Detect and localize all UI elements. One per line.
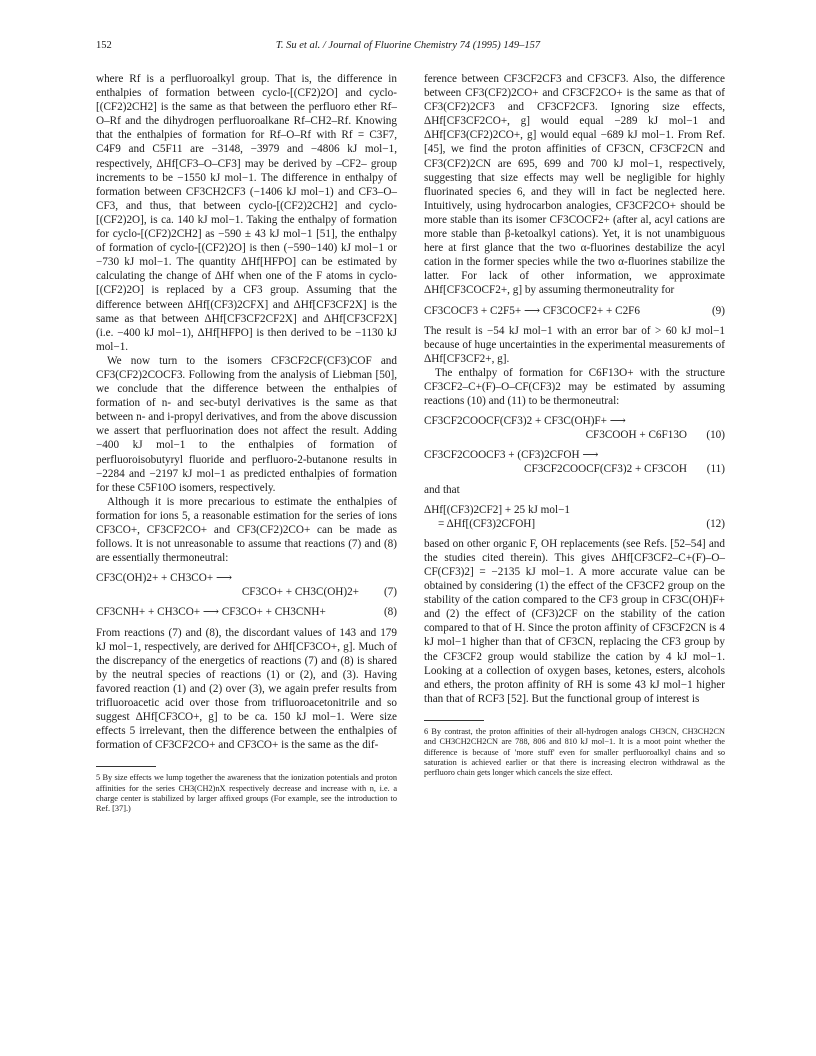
running-title: T. Su et al. / Journal of Fluorine Chemistry 74 (1995) 149–157	[275, 40, 541, 51]
equation-number: (8)	[383, 606, 397, 619]
right-column	[424, 72, 725, 778]
equation-line: CF3CO+ + CH3C(OH)2+	[241, 586, 359, 599]
footnote: 5 By size effects we lump together the awareness that the ionization potentials and proton affinities for the series CH3(CH2)nX respectively decrease and increase with n, i.e. a charge center is stabilized by larger affixed groups (For example, see the introduction to Ref. [37].)	[96, 773, 397, 814]
page-header	[96, 40, 720, 56]
paragraph: based on other organic F, OH replacements (see Refs. [52–54] and the studies cited therein). This gives ΔHf[CF3CF2–C+(F)–O–CF(CF3)2] = −2135 kJ mol−1. A more accurate value can be obtained by considering (1) the effect of the CF3CF2 group on the stability of the cation compared to the CF3 group in CF3C(OH)F+ and (2) the effect of (CF3)2CF on the stability of the cation compared to that of H. Since the proton affinity of CF3CF2CN is 4 kJ mol−1 higher than that of CF3CN, replacing the CF3 group by the CF3CF2 group would stabilize the cation by 4 kJ mol−1. Looking at a collection of oxygen bases, ketones, esters, alcohols and ethers, the proton affinity of RH is some 43 kJ mol−1 higher than that of RCF3 [52]. But the functional group of interest is	[424, 537, 725, 705]
equation-line: = ΔHf[(CF3)2CFOH]	[438, 517, 536, 530]
equation-number: (9)	[711, 304, 725, 317]
page-number: 152	[96, 40, 112, 51]
equation-line: CF3COOH + C6F13O	[585, 429, 687, 442]
paragraph: The result is −54 kJ mol−1 with an error bar of > 60 kJ mol−1 because of huge uncertainties in the experimental measurements of ΔHf[CF3CF2+, g].	[424, 324, 725, 365]
equation-line: CF3CF2COOCF(CF3)2 + CF3C(OH)F+ ⟶	[424, 415, 626, 428]
footnote-rule	[424, 720, 484, 721]
paragraph: Although it is more precarious to estimate the enthalpies of formation for ions 5, a reasonable estimation for the series of ions CF3CO+, CF3CF2CO+ and CF3(CF2)2CO+ can be made as follows. It is not unreasonable to assume that reactions (7) and (8) are essentially thermoneutral:	[96, 495, 397, 565]
left-column	[96, 72, 397, 815]
footnote-rule	[96, 766, 156, 767]
paragraph: The enthalpy of formation for C6F13O+ with the structure CF3CF2–C+(F)–O–CF(CF3)2 may be estimated by assuming reactions (10) and (11) to be thermoneutral:	[424, 366, 725, 408]
equation-line: CF3COCF3 + C2F5+ ⟶ CF3COCF2+ + C2F6	[424, 304, 640, 317]
equation-7	[96, 571, 397, 599]
equation-line: ΔHf[(CF3)2CF2] + 25 kJ mol−1	[424, 503, 570, 516]
equation-number: (10)	[706, 429, 725, 442]
equation-number: (12)	[706, 517, 725, 530]
equation-12	[424, 503, 725, 531]
equation-line: CF3CF2COOCF(CF3)2 + CF3COH	[524, 463, 687, 476]
equation-number: (7)	[383, 586, 397, 599]
equation-10	[424, 414, 725, 442]
equation-8	[96, 605, 397, 619]
paragraph: where Rf is a perfluoroalkyl group. That is, the difference in enthalpies of formation between cyclo-[(CF2)2O] and cyclo-[(CF2)2CH2] is the same as that between the perfluoro ether Rf–O–Rf and the dihydrogen perfluoroalkane Rf–CH2–Rf. Knowing that the enthalpies of formation for Rf–O–Rf with Rf = C3F7, C4F9 and C5F11 are −3148, −3979 and −4806 kJ mol−1, respectively, ΔHf[CF3–O–CF3] may be derived by –CF2– group increments to be −1550 kJ mol−1. The difference in enthalpy of formation between CF3CH2CF3 (−1406 kJ mol−1) and CF3–O–CF3, and thus, that between cyclo-[(CF2)2CH2] and cyclo-[(CF2)2O], is ca. 140 kJ mol−1. Taking the enthalpy of formation for cyclo-[(CF2)2CH2] as −590 ± 43 kJ mol−1 [51], the enthalpy of formation of cyclo-[(CF2)2O] is then (−590−140) kJ mol−1 or −730 kJ mol−1. The quantity ΔHf[HFPO] can be estimated by calculating the change of ΔHf when one of the F atoms in cyclo-[(CF2)2O] is replaced by a CF3 group. Assuming that the difference between ΔHf[(CF3)2CFX] and ΔHf[CF3CF2X] is the same as that between ΔHf[CF3CF2CF2X] and ΔHf[CF3CF2X] (i.e. −400 kJ mol−1), ΔHf[HFPO] is then derived to be −1130 kJ mol−1.	[96, 73, 397, 353]
equation-number: (11)	[706, 463, 725, 476]
footnote: 6 By contrast, the proton affinities of their all-hydrogen analogs CH3CN, CH3CH2CN and CH3CH2CH2CN are 788, 806 and 810 kJ mol−1. It is a moot point whether the difference is because of 'more stuff' even for smaller perfluoroalkyl chains and so saturation is achieved earlier or that there is increasing electron withdrawal as the perfluoro chain gets longer which cancels the size effect.	[424, 726, 725, 778]
paragraph: We now turn to the isomers CF3CF2CF(CF3)COF and CF3(CF2)2COCF3. Following from the analysis of Liebman [50], we conclude that the difference between the enthalpies of formation of n- and sec-butyl derivatives is the same as that between n- and i-propyl derivatives, and from the above discussion we assert that perfluorination does not affect the result. Adding −400 kJ mol−1 to the enthalpies of formation of perfluoroisobutyryl fluoride and perfluoro-2-butanone results in −2284 and −2197 kJ mol−1 as predicted enthalpies of formation for these C5F10O isomers, respectively.	[96, 354, 397, 494]
equation-9	[424, 304, 725, 318]
equation-11	[424, 448, 725, 476]
paragraph: and that	[424, 483, 460, 496]
equation-line: CF3CNH+ + CH3CO+ ⟶ CF3CO+ + CH3CNH+	[96, 606, 326, 619]
paragraph: ference between CF3CF2CF3 and CF3CF3. Also, the difference between CF3(CF2)2CO+ and CF3CF2CO+ is the same as that of CF3(CF2)2CF3 and CF3CF2CF3. Ignoring size effects, ΔHf[CF3CF2CO+, g] would equal −289 kJ mol−1 and ΔHf[CF3(CF2)2CO+, g] would equal −689 kJ mol−1. From Ref. [45], we find the proton affinities of CF3CN, CF3CF2CN and CF3(CF2)2CN are 695, 699 and 700 kJ mol−1, respectively, suggesting that size effects may well be negligible for highly fluorinated species 6, and they will in fact be neglected here. Intuitively, using hydrocarbon analogies, CF3CF2CO+ should be more stable than its isomer CF3COCF2+ (after al, acyl cations are more stable than β-ketoalkyl cations). Yet, it is not unambiguous here at first glance that the two α-fluorines destabilize the acyl cation in the former species while the two α-fluorines stabilize the latter. For lack of other information, we approximate ΔHf[CF3COCF2+, g] by assuming thermoneutrality for	[424, 73, 725, 297]
paragraph: From reactions (7) and (8), the discordant values of 143 and 179 kJ mol−1, respectively, are derived for ΔHf[CF3CO+, g]. Much of the discrepancy of the energetics of reactions (7) and (8) is shared by the neutral species of reactions (1) or (2), and (3). Having favored reaction (1) and (2) over (3), we again prefer results from trifluoroacetic acid over those from trifluoroacetonitrile and so suggest ΔHf[CF3CO+, g] to be ca. 150 kJ mol−1. Were size effects 5 irrelevant, then the difference between the enthalpies of formation of CF3CF2CO+ and CF3CO+ is the same as the dif-	[96, 626, 397, 752]
equation-line: CF3C(OH)2+ + CH3CO+ ⟶	[96, 572, 232, 585]
equation-line: CF3CF2COOCF3 + (CF3)2CFOH ⟶	[424, 449, 599, 462]
